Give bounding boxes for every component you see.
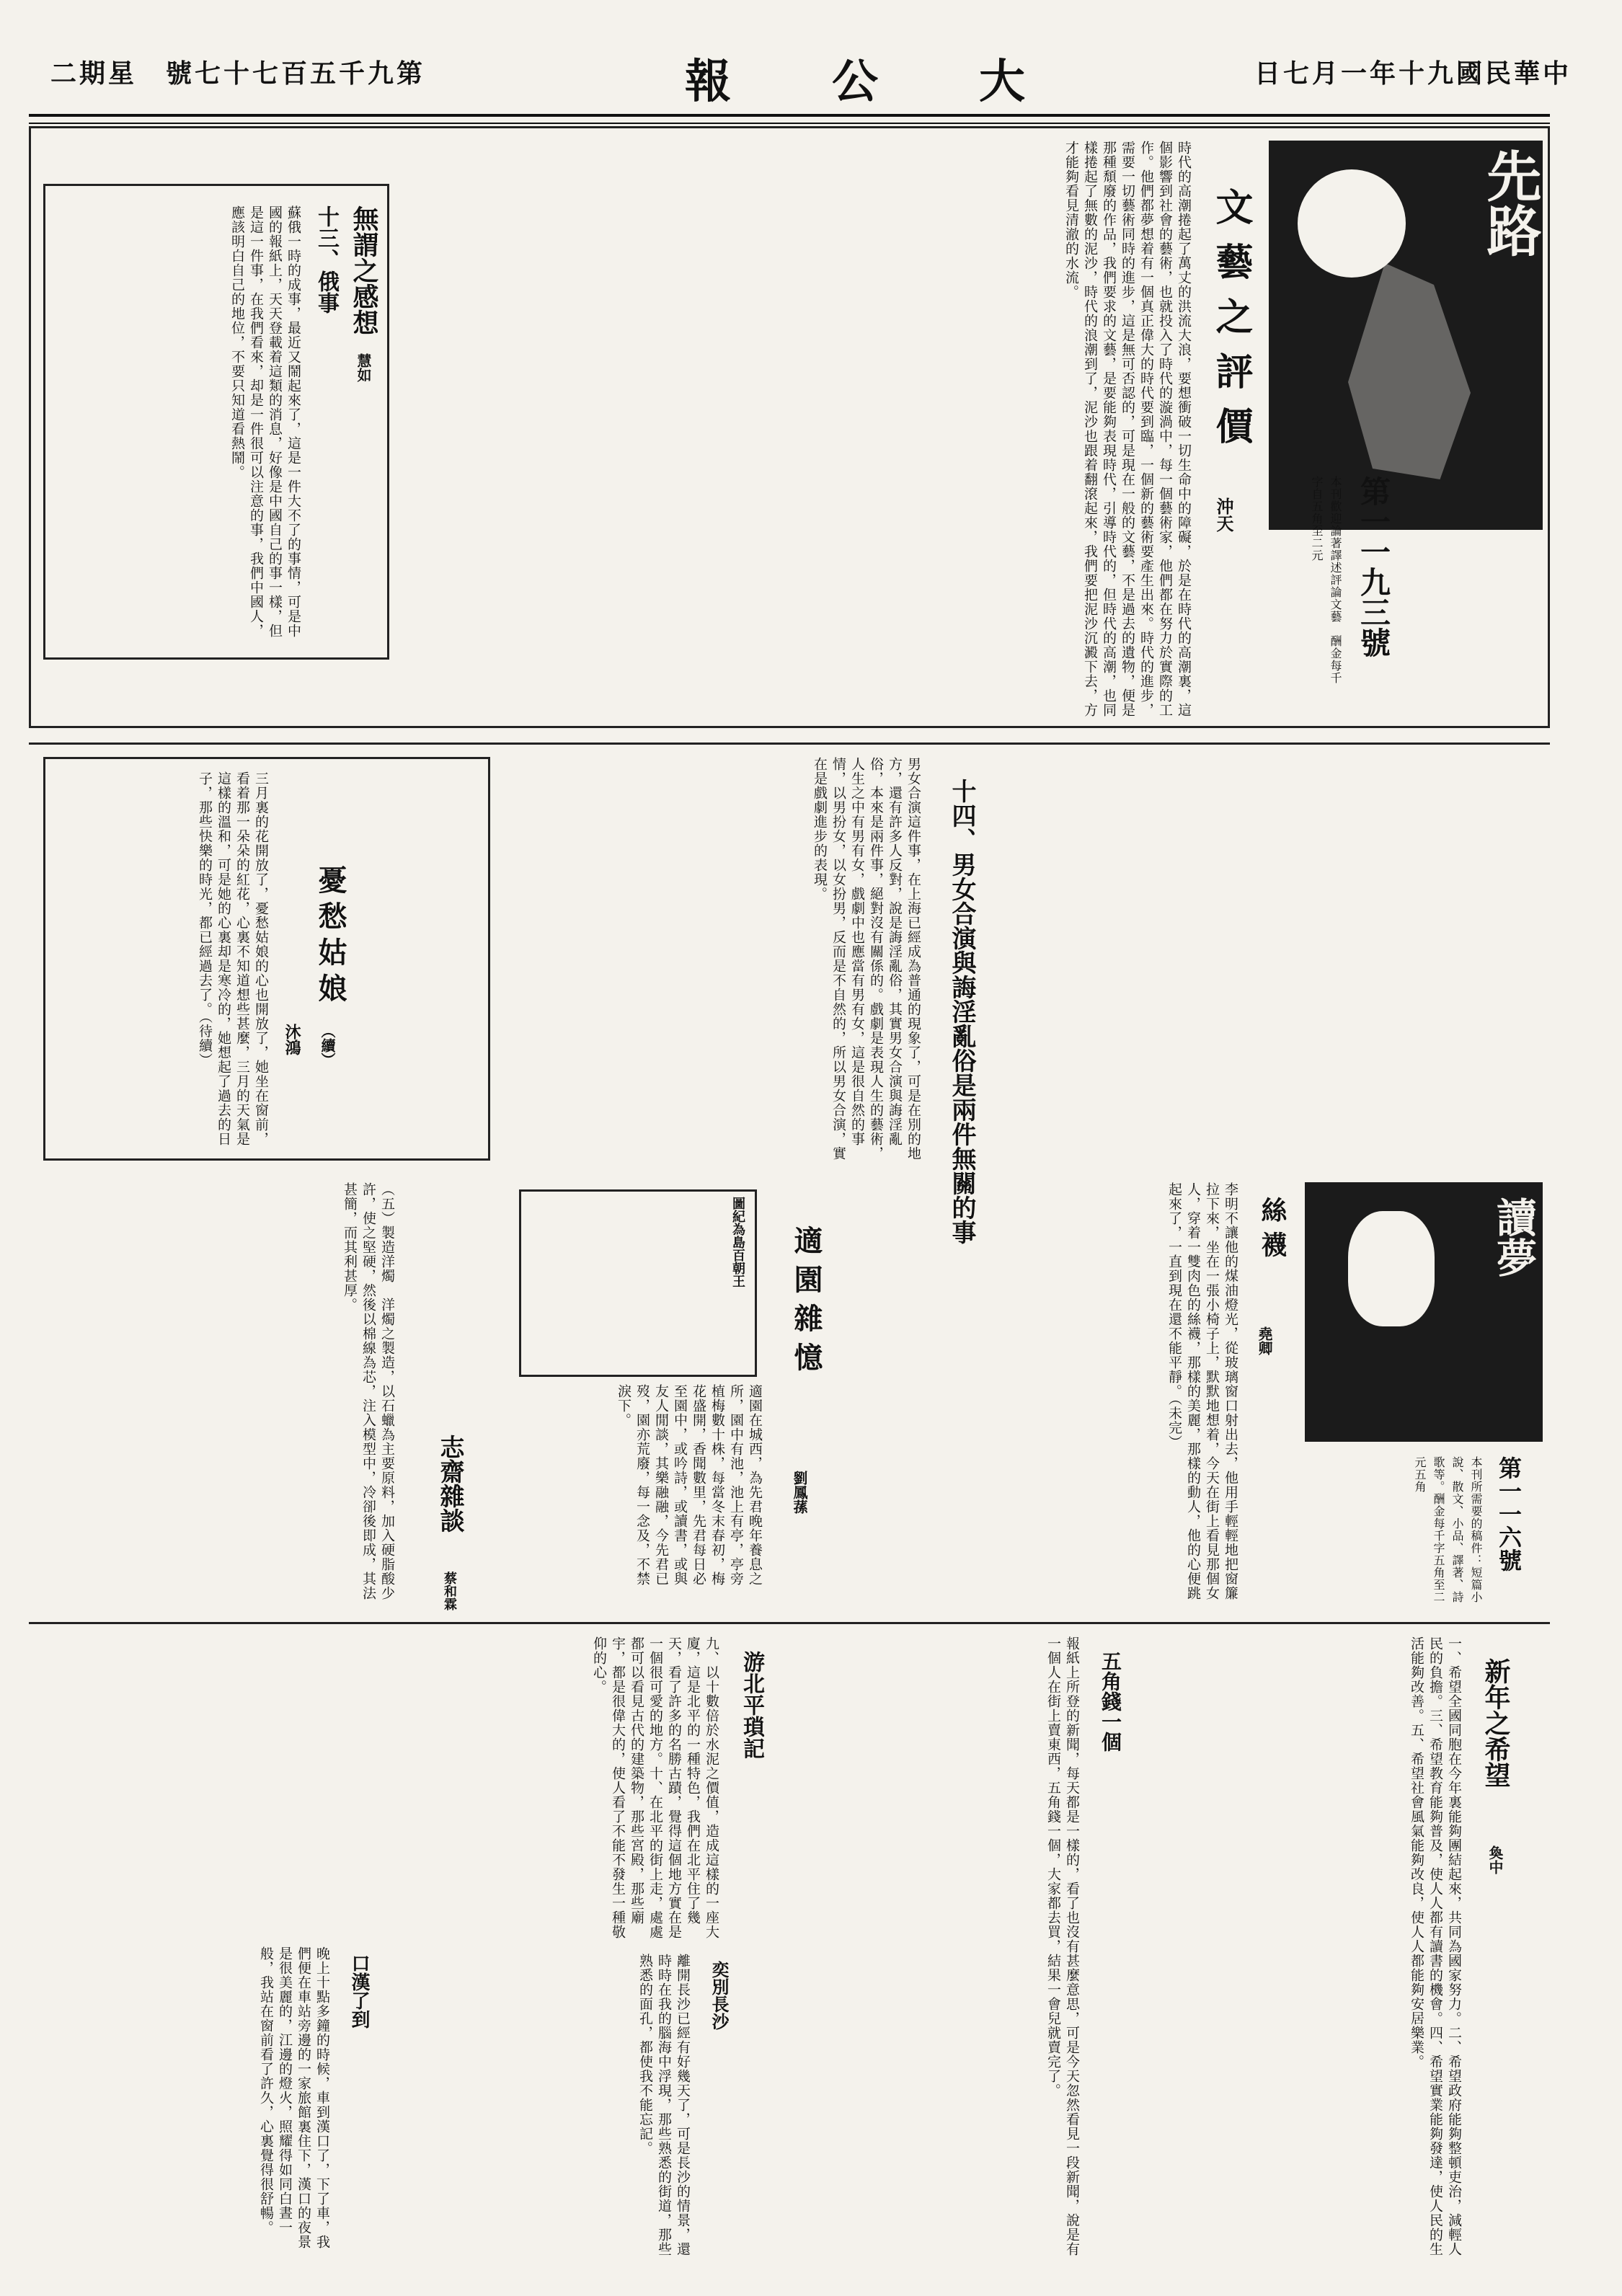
publication-date: 日七月一年十九國民華中 (1254, 58, 1572, 89)
series-title: 文藝之評價 (1209, 187, 1253, 461)
newyear-title: 新年之希望 (1481, 1658, 1511, 1788)
serial-title: 憂愁姑娘 (314, 865, 347, 1009)
issue-number: 二期星 號七十七百五千九第 (50, 58, 426, 89)
lower-divider (29, 1622, 1550, 1624)
story-title: 絲襪 (1257, 1197, 1288, 1266)
essay-author: 慧如 (355, 353, 372, 382)
essay2-continued (988, 757, 1254, 1161)
garden-inset (519, 1189, 757, 1377)
misc-text: 報紙上所登的新聞，每天都是一樣的，看了也沒有甚麼意思，可是今天忽然看見一段新聞，說是有一個人在街上賣東西，五角錢一個，大家都去買，結果一會兒就賣完了。 (1045, 1636, 1080, 2256)
serial-author: 沐鴻 (283, 1024, 301, 1055)
zhi-text: （五）製造洋燭 洋燭之製造，以石蠟為主要原料，加入硬脂酸少許，使之堅硬，然後以棉線為芯，注入模型中，冷卻後即成，其法甚簡，而其利甚厚。 (342, 1182, 395, 1600)
zhi-title: 志齋雜談 (435, 1435, 464, 1533)
serial-note: （續） (319, 1024, 336, 1067)
newspaper-title: 報公大 (685, 55, 1126, 109)
newyear-author: 奐中 (1486, 1845, 1504, 1874)
masthead (50, 43, 1572, 109)
misc-title: 五角錢一個 (1099, 1651, 1122, 1752)
report-title: 口漢了到 (348, 1954, 370, 2029)
serial-text: 三月裏的花開放了，憂愁姑娘的心也開放了，她坐在窗前，看着那一朵朵的紅花，心裏不知道想些甚麼，三月的天氣是這樣的溫和，可是她的心裏却是寒冷的，她想起了過去的日子，那些快樂的時光，都已經過去了。（待續） (197, 771, 269, 1146)
story-author: 堯卿 (1256, 1326, 1273, 1355)
zhi-author: 蔡和霖 (442, 1572, 457, 1610)
garden-title: 適園雜憶 (789, 1225, 823, 1381)
garden-author: 劉鳳蓀 (791, 1471, 808, 1514)
banner-title: 先路 (1478, 148, 1542, 257)
essay-text: 蘇俄一時的成事，最近又鬧起來了，這是一件大不了的事情，可是中國的報紙上，天天登載着這類的消息，好像是中國自己的事一樣，但是這一件事，在我們看來，却是一件很可以注意的事，我們中國人，應該明白自己的地位，不要只知道看熱鬧。 (229, 205, 301, 638)
banner-info: 本刊歡迎論著譯述評論文藝 酬金每千字自五角至二元 (1310, 476, 1342, 684)
essay-title: 無謂之感想 (349, 205, 379, 335)
story-text: 李明不讓他的煤油燈光，從玻璃窗口射出去，他用手輕輕地把窗簾拉下來，坐在一張小椅子上，默默地想着，今天在街上看見那個女人，穿着一雙肉色的絲襪，那樣的美麗，那樣的動人，他的心便跳起來了，一直到現在還不能平靜。（未完） (1166, 1182, 1238, 1600)
essay-heading: 十三、俄事 (314, 205, 339, 314)
column-box-info: 本刊所需要的稿件：短篇小說、散文、小品、譯著、詩歌等。酬金每千字五角至二元五角 (1413, 1456, 1483, 1603)
masthead-rule (29, 114, 1550, 124)
series-author: 沖天 (1213, 497, 1234, 532)
garden-inset-title: 圖紀為島百朝王 (730, 1197, 745, 1287)
garden-text: 適園在城西，為先君晚年養息之所，園中有池，池上有亭，亭旁植梅數十株，每當冬末春初，梅花盛開，香聞數里，先君每日必至園中，或吟詩，或讀書，或與友人閒談，其樂融融，今先君已歿，園亦荒廢，每一念及，不禁淚下。 (616, 1384, 763, 1586)
travel-text: 九、以十數倍於水泥之價值，造成這樣的一座大廈，這是北平的一種特色，我們在北平住了幾天，看了許多的名勝古蹟，覺得這個地方實在是一個很可愛的地方。十、在北平的街上走，處處都可以看見古代的建築物，那些宮殿，那些廟宇，都是很偉大的，使人看了不能不發生一種敬仰的心。 (591, 1636, 719, 1939)
banner-issue: 第一一九三號 (1356, 476, 1391, 657)
travel-continued (43, 1636, 368, 1939)
sand-title: 奕別長沙 (709, 1961, 730, 2030)
column-box-issue: 第一一六號 (1495, 1456, 1523, 1572)
report-text: 晚上十點多鐘的時候，車到漢口了，下了車，我們便在車站旁邊的一家旅館裏住下，漢口的夜景是很美麗的，江邊的燈火，照耀得如同白晝一般，我站在窗前看了許久，心裏覺得很舒暢。 (258, 1946, 330, 2249)
sand-text: 離開長沙已經有好幾天了，可是長沙的情景，還時時在我的腦海中浮現，那些熟悉的街道，那些熟悉的面孔，都使我不能忘記。 (637, 1954, 691, 2256)
column-box-title: 讀夢 (1490, 1197, 1538, 1277)
travel-title: 游北平瑣記 (739, 1651, 764, 1759)
section-divider (29, 743, 1550, 745)
main-essay-text: 時代的高潮捲起了萬丈的洪流大浪，要想衝破一切生命中的障礙，於是在時代的高潮裏，這個影響到社會的藝術，也就投入了時代的漩渦中，每一個藝術家，他們都在努力於實際的工作。他們都夢想着有一個真正偉大的時代要到臨，一個新的藝術要產生出來。時代的進步，需要一切藝術同時的進步，這是無可否認的，可是現在一般的文藝，不是過去的遺物，便是那種頹廢的作品，我們要求的文藝，是要能夠表現時代，引導時代的，但時代的高潮，也同樣捲起了無數的泥沙，時代的浪潮到了，泥沙也跟着翻滾起來，我們要把泥沙沉澱下去，方才能夠看見清澈的水流。 (1063, 141, 1192, 717)
essay2-heading: 十四、男女合演與誨淫亂俗是兩件無關的事 (947, 779, 976, 1244)
newyear-text: 一、希望全國同胞在今年裏能夠團結起來，共同為國家努力。二、希望政府能夠整頓吏治，減輕人民的負擔。三、希望教育能夠普及，使人人都有讀書的機會。四、希望實業能夠發達，使人民的生活能夠改善。五、希望社會風氣能夠改良，使人人都能夠安居樂業。 (1409, 1636, 1462, 2256)
essay2-text: 男女合演這件事，在上海已經成為普通的現象了，可是在別的地方，還有許多人反對，說是誨淫亂俗，其實男女合演與誨淫亂俗，本來是兩件事，絕對沒有關係的。戲劇是表現人生的藝術，人生之中有男有女，戲劇中也應當有男有女，這是很自然的事情，以男扮女，以女扮男，反而是不自然的，所以男女合演，實在是戲劇進步的表現。 (812, 757, 921, 1161)
